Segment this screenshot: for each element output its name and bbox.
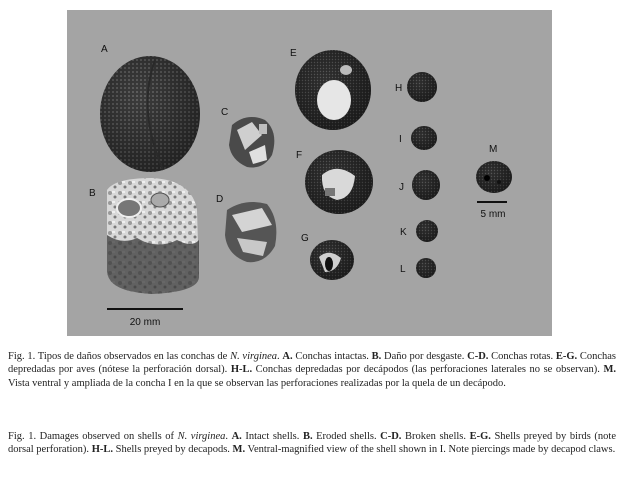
caption-en-species: N. virginea	[177, 431, 226, 442]
panel-label-k: K	[400, 227, 407, 238]
caption-es-fig: Fig. 1.	[8, 351, 36, 362]
panel-label-h: H	[395, 83, 403, 94]
caption-es-species: N. virginea	[230, 351, 278, 362]
shell-i	[411, 126, 437, 150]
shell-f	[305, 150, 373, 214]
caption-es-key: H-L.	[230, 364, 253, 376]
caption-es-text: .	[277, 351, 283, 362]
panel-label-d: D	[216, 194, 224, 205]
caption-en-key: B.	[302, 431, 313, 442]
caption-es-text: Conchas depredadas por aves (nótese la perforación dorsal).	[8, 351, 616, 376]
caption-en-fig: Fig. 1.	[8, 431, 37, 442]
panel-label-f: F	[296, 150, 303, 161]
panel-label-b: B	[89, 188, 96, 199]
shell-k	[416, 220, 438, 242]
caption-english	[8, 430, 616, 457]
scale-bar-main-label: 20 mm	[129, 317, 161, 328]
caption-en-text: Damages observed on shells of	[36, 431, 178, 442]
figure-panel	[67, 10, 552, 336]
scale-bar-inset	[477, 201, 507, 203]
shell-a	[100, 56, 200, 172]
panel-label-g: G	[301, 233, 309, 244]
shell-l	[416, 258, 436, 278]
caption-en-key: C-D.	[380, 431, 402, 442]
caption-es-key: C-D.	[467, 351, 489, 362]
caption-en-key: H-L.	[91, 444, 113, 456]
shell-c	[229, 117, 274, 168]
scale-bar-main	[107, 308, 183, 310]
caption-es-text: Conchas depredadas por decápodos (las perforaciones laterales no se observan).	[252, 364, 604, 376]
caption-es-text: Tipos de daños observados en las conchas de	[35, 351, 231, 362]
caption-en-text: Eroded shells.	[312, 431, 381, 442]
panel-label-e: E	[290, 48, 297, 59]
shell-j	[412, 170, 440, 200]
caption-es-key: A.	[282, 351, 293, 362]
caption-en-text: Shells preyed by birds (note dorsal perforation).	[8, 431, 616, 456]
panel-label-m: M	[489, 144, 498, 155]
panel-label-l: L	[400, 264, 406, 275]
panel-label-c: C	[221, 107, 229, 118]
panel-label-a: A	[101, 44, 108, 55]
caption-es-text: Conchas rotas.	[488, 351, 556, 362]
shell-e	[295, 50, 371, 130]
caption-es-text: Conchas intactas.	[292, 351, 372, 362]
shell-d	[225, 202, 276, 262]
caption-en-text: Ventral-magnified view of the shell shown in I. Note piercings made by decapod claws.	[245, 444, 616, 456]
caption-spanish	[8, 350, 616, 390]
figure-image	[67, 10, 552, 336]
caption-es-key: E-G.	[555, 351, 578, 362]
shell-m	[476, 161, 512, 193]
panel-label-j: J	[399, 182, 404, 193]
shell-h	[407, 72, 437, 102]
caption-en-text: Intact shells.	[241, 431, 303, 442]
caption-es-text: Vista ventral y ampliada de la concha I en la que se observan las perforaciones realizadas por la quela de un decápodo.	[8, 377, 506, 389]
panel-label-i: I	[399, 134, 402, 145]
caption-en-text: Shells preyed by decapods.	[112, 444, 233, 456]
caption-en-key: M.	[232, 444, 246, 456]
caption-en-key: E-G.	[469, 431, 491, 442]
shell-g	[310, 240, 354, 280]
scale-bar-inset-label: 5 mm	[480, 209, 506, 220]
caption-es-text: Daño por desgaste.	[381, 351, 468, 362]
shell-b	[107, 178, 199, 294]
caption-es-key: B.	[371, 351, 382, 362]
caption-en-key: A.	[231, 431, 242, 442]
caption-es-key: M.	[603, 364, 616, 376]
caption-en-text: Broken shells.	[401, 431, 470, 442]
caption-en-text: .	[225, 431, 232, 442]
